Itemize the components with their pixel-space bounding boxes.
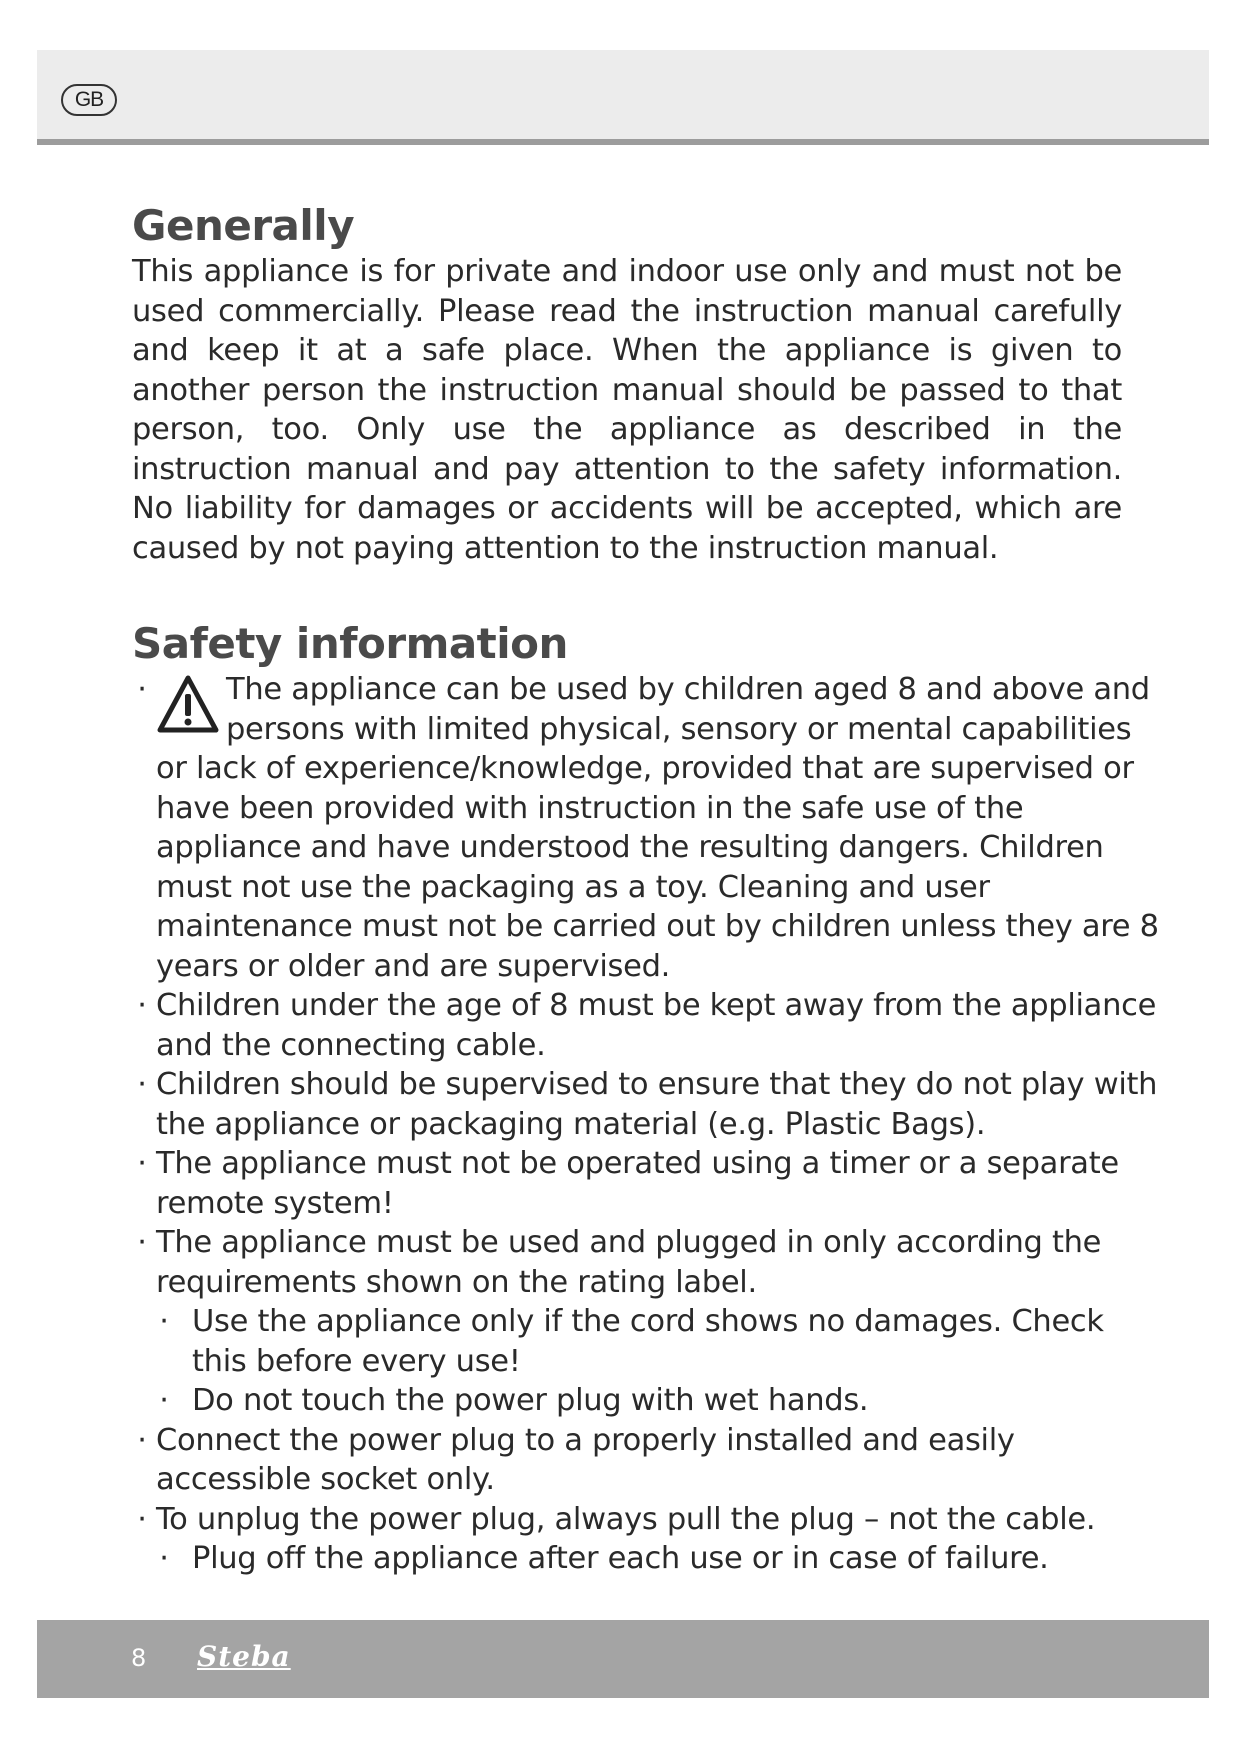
list-item [132,670,1162,986]
list-item [132,1421,1162,1500]
bullet-dot: · [159,1383,169,1418]
section-title-generally: Generally [132,201,355,250]
list-item [132,986,1162,1065]
list-item-text: Plug off the appliance after each use or in case of failure. [192,1541,1049,1576]
bullet-dot: · [137,1422,147,1458]
bullet-dot: · [137,672,147,707]
list-item-text: Do not touch the power plug with wet hands. [192,1383,869,1418]
language-badge: GB [61,84,117,116]
generally-paragraph: This appliance is for private and indoor use only and must not be used commercially. Please read the instruction manual carefully and keep it at a safe place. When the appliance is given to another person the instruction manual should be passed to that person, too. Only use the appliance as described in the instruction manual and pay attention to the safety information. No liability for damages or accidents will be accepted, which are caused by not paying attention to the instruction manual. [132,254,1122,566]
list-item-text: The appliance must not be operated using a timer or a separate remote system! [156,1146,1119,1221]
brand-logo: Steba [197,1640,291,1673]
bullet-dot: · [137,1225,147,1260]
list-item-text: Children under the age of 8 must be kept away from the appliance and the connecting cable. [156,988,1157,1063]
list-item [132,1302,1162,1381]
bullet-dot: · [137,1146,147,1181]
safety-list [132,670,1162,1579]
bullet-dot: · [137,1501,147,1537]
list-item-text: The appliance can be used by children aged 8 and above and persons with limited physical, sensory or mental capabilities or lack of experience/knowledge, provided that are supervised or have been provided with instruction in the safe use of the appliance and have understood the resulting dangers. Children must not use the packaging as a toy. Cleaning and user maintenance must not be carried out by children unless they are 8 years or older and are supervised. [156,672,1159,984]
bullet-dot: · [137,1067,147,1102]
page-header [37,50,1209,145]
warning-triangle-icon [156,674,226,738]
page-footer [37,1620,1209,1698]
list-item [132,1065,1162,1144]
list-item [132,1381,1162,1421]
page-number: 8 [131,1644,147,1672]
bullet-dot: · [159,1541,169,1576]
list-item-text: Children should be supervised to ensure that they do not play with the appliance or packaging material (e.g. Plastic Bags). [156,1067,1158,1142]
list-item-text: Connect the power plug to a properly installed and easily accessible socket only. [156,1422,1015,1497]
list-item [132,1144,1162,1223]
bullet-dot: · [137,988,147,1023]
list-item [132,1223,1162,1302]
list-item [132,1500,1162,1540]
list-item-text: The appliance must be used and plugged in only according the requirements shown on the rating label. [156,1225,1102,1300]
list-item-text: To unplug the power plug, always pull the plug – not the cable. [156,1501,1096,1537]
list-item-text: Use the appliance only if the cord shows no damages. Check this before every use! [192,1304,1104,1379]
page-content [132,200,1172,1579]
bullet-dot: · [159,1304,169,1339]
list-item [132,1539,1162,1579]
section-title-safety: Safety information [132,619,568,668]
